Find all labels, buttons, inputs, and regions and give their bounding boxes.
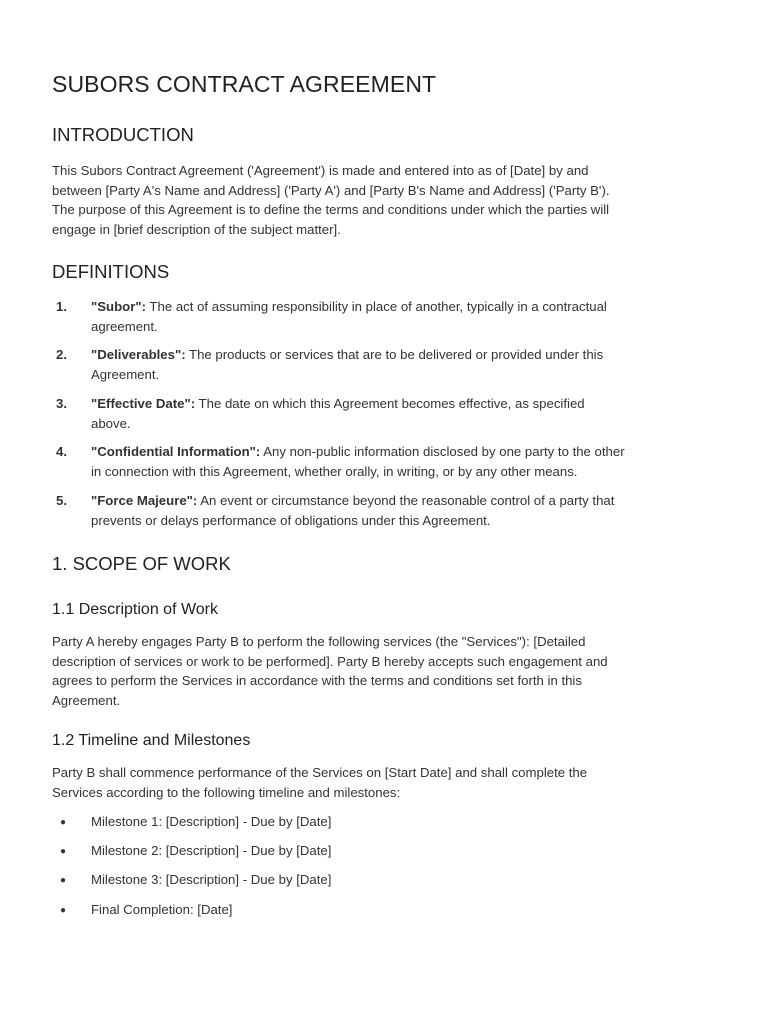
bullet-icon: ● [60,846,67,857]
introduction-line: engage in [brief description of the subject matter]. [52,221,341,237]
definition-item [52,394,724,433]
definition-term: "Confidential Information": [91,444,261,459]
milestone-list-item [52,812,692,832]
definition-text: Agreement. [91,366,160,382]
description-line: description of services or work to be performed]. Party B hereby accepts such engagement and [52,653,608,669]
milestone-text: Final Completion: [Date] [91,902,233,917]
timeline-paragraph [52,763,722,802]
description-line: agrees to perform the Services in accordance with the terms and conditions set forth in this [52,673,582,688]
definition-text: The products or services that are to be delivered or provided under this [185,347,604,362]
definition-term: "Effective Date": [91,396,196,411]
definition-item [52,297,724,336]
milestone-text: Milestone 1: [Description] - Due by [Date] [91,814,332,829]
milestone-text: Milestone 3: [Description] - Due by [Date] [91,872,332,887]
milestone-list-item [52,841,692,861]
definition-number: 5. [56,493,67,508]
definition-number: 2. [56,347,67,362]
timeline-heading: 1.2 Timeline and Milestones [52,732,251,749]
bullet-icon: ● [60,875,67,886]
description-line: Party A hereby engages Party B to perform the following services (the "Services"): [Detailed [52,634,586,649]
definition-term: "Subor": [91,299,146,314]
introduction-line: between [Party A's Name and Address] ('Party A') and [Party B's Name and Address] ('Party B'). [52,182,610,198]
definition-text: The act of assuming responsibility in place of another, typically in a contractual [146,299,607,314]
definition-text: prevents or delays performance of obligations under this Agreement. [91,512,491,528]
introduction-line: This Subors Contract Agreement ('Agreement') is made and entered into as of [Date] by and [52,163,589,178]
timeline-line: Services according to the following timeline and milestones: [52,784,401,800]
definition-number: 3. [56,396,67,411]
definition-text: in connection with this Agreement, whether orally, in writing, or by any other means. [91,463,578,479]
definition-text: An event or circumstance beyond the reasonable control of a party that [197,493,615,508]
definitions-heading: DEFINITIONS [52,261,170,282]
definition-number: 4. [56,444,67,459]
document-title: SUBORS CONTRACT AGREEMENT [52,71,437,97]
definition-term: "Force Majeure": [91,493,198,508]
scope-heading: 1. SCOPE OF WORK [52,553,231,574]
definition-text: The date on which this Agreement becomes effective, as specified [195,396,585,411]
introduction-line: The purpose of this Agreement is to define the terms and conditions under which the parties will [52,202,610,217]
milestone-list-item [52,870,692,890]
milestone-list-item [52,900,692,920]
bullet-icon: ● [60,905,67,916]
definition-item [52,442,724,481]
introduction-heading: INTRODUCTION [52,124,194,145]
description-paragraph [52,632,722,710]
milestone-text: Milestone 2: [Description] - Due by [Date] [91,843,332,858]
definition-number: 1. [56,299,67,314]
definition-term: "Deliverables": [91,347,186,362]
definition-item [52,345,724,384]
description-heading: 1.1 Description of Work [52,601,218,618]
description-line: Agreement. [52,692,121,708]
definition-item [52,491,724,530]
introduction-paragraph [52,161,722,239]
definition-text: agreement. [91,318,158,334]
bullet-icon: ● [60,817,67,828]
definition-text: above. [91,415,131,431]
timeline-line: Party B shall commence performance of the Services on [Start Date] and shall complete the [52,765,588,780]
definition-text: Any non-public information disclosed by one party to the other [260,444,625,459]
